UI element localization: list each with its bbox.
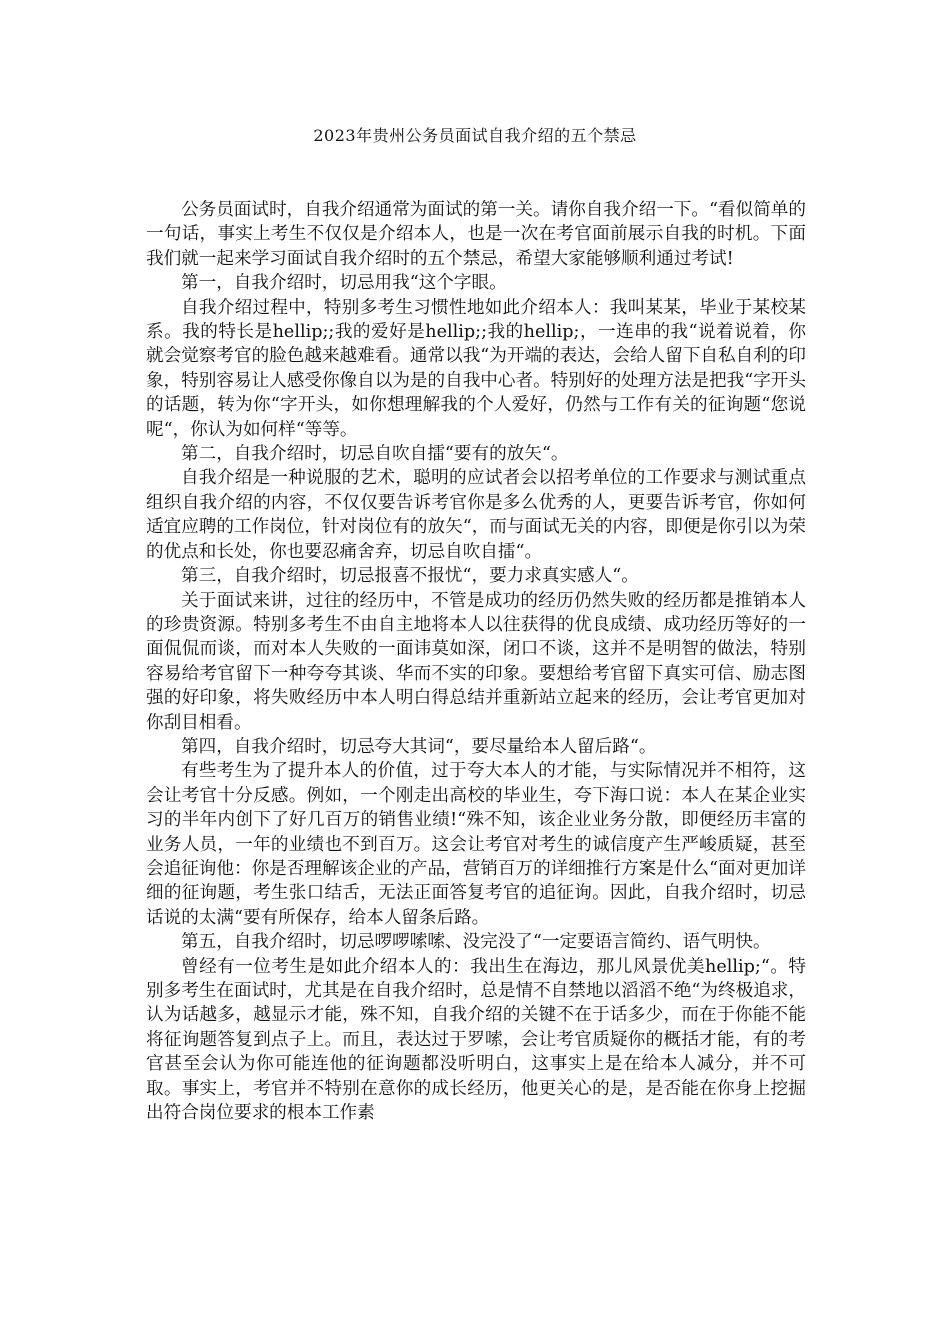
page-title: 2023年贵州公务员面试自我介绍的五个禁忌	[313, 126, 637, 145]
paragraph-taboo-1-body: 自我介绍过程中，特别多考生习惯性地如此介绍本人：我叫某某，毕业于某校某系。我的特长是hellip;;我的爱好是hellip;;我的hellip;，一连串的我“说着说着，你就会觉察考官的脸色越来越难看。通常以我“为开端的表达，会给人留下自私自利的印象，特别容易让人感受你像自以为是的自我中心者。特别好的处理方法是把我“字开头的话题，转为你“字开头，如你想理解我的个人爱好，仍然与工作有关的征询题“您说呢“，你认为如何样“等等。	[146, 297, 806, 440]
paragraph-taboo-2-body: 自我介绍是一种说服的艺术，聪明的应试者会以招考单位的工作要求与测试重点组织自我介绍的内容，不仅仅要告诉考官你是多么优秀的人，更要告诉考官，你如何适宜应聘的工作岗位，针对岗位有的放矢“，而与面试无关的内容，即便是你引以为荣的优点和长处，你也要忍痛舍弃，切忌自吹自擂“。	[146, 468, 806, 562]
paragraph-taboo-2-heading: 第二，自我介绍时，切忌自吹自擂“要有的放矢“。	[181, 444, 569, 465]
paragraph-taboo-5-heading: 第五，自我介绍时，切忌啰啰嗦嗦、没完没了“一定要语言简约、语气明快。	[181, 932, 771, 953]
paragraph-taboo-3-body: 关于面试来讲，过往的经历中，不管是成功的经历仍然失败的经历都是推销本人的珍贵资源。特别多考生不由自主地将本人以往获得的优良成绩、成功经历等好的一面侃侃而谈，而对本人失败的一面讳莫如深，闭口不谈，这并不是明智的做法，特别容易给考官留下一种夸夸其谈、华而不实的印象。要想给考官留下真实可信、励志图强的好印象，将失败经历中本人明白得总结并重新站立起来的经历，会让考官更加对你刮目相看。	[146, 590, 806, 733]
document-body	[146, 198, 806, 1125]
paragraph-taboo-4-heading: 第四，自我介绍时，切忌夸大其词“，要尽量给本人留后路“。	[181, 736, 657, 757]
paragraph-intro: 公务员面试时，自我介绍通常为面试的第一关。请你自我介绍一下。“看似简单的一句话，事实上考生不仅仅是介绍本人，也是一次在考官面前展示自我的时机。下面我们就一起来学习面试自我介绍时的五个禁忌，希望大家能够顺利通过考试!	[146, 200, 806, 269]
paragraph-taboo-4-body: 有些考生为了提升本人的价值，过于夸大本人的才能，与实际情况并不相符，这会让考官十分反感。例如，一个刚走出高校的毕业生，夸下海口说：本人在某企业实习的半年内创下了好几百万的销售业绩!“殊不知，该企业业务分散，即便经历丰富的业务人员，一年的业绩也不到百万。这会让考官对考生的诚信度产生严峻质疑，甚至会追征询他：你是否理解该企业的产品，营销百万的详细推行方案是什么“面对更加详细的征询题，考生张口结舌，无法正面答复考官的追征询。因此，自我介绍时，切忌话说的太满“要有所保存，给本人留条后路。	[146, 761, 806, 928]
paragraph-taboo-5-body: 曾经有一位考生是如此介绍本人的：我出生在海边，那儿风景优美hellip;“。特别多考生在面试时，尤其是在自我介绍时，总是情不自禁地以滔滔不绝“为终极追求，认为话越多，越显示才能，殊不知，自我介绍的关键不在于话多少，而在于你能不能将征询题答复到点子上。而且，表达过于罗嗦，会让考官质疑你的概括才能，有的考官甚至会认为你可能连他的征询题都没听明白，这事实上是在给本人减分，并不可取。事实上，考官并不特别在意你的成长经历，他更关心的是，是否能在你身上挖掘出符合岗位要求的根本工作素	[146, 956, 806, 1124]
paragraph-taboo-1-heading: 第一，自我介绍时，切忌用我“这个字眼。	[181, 273, 507, 294]
paragraph-taboo-3-heading: 第三，自我介绍时，切忌报喜不报忧“，要力求真实感人“。	[181, 566, 639, 587]
